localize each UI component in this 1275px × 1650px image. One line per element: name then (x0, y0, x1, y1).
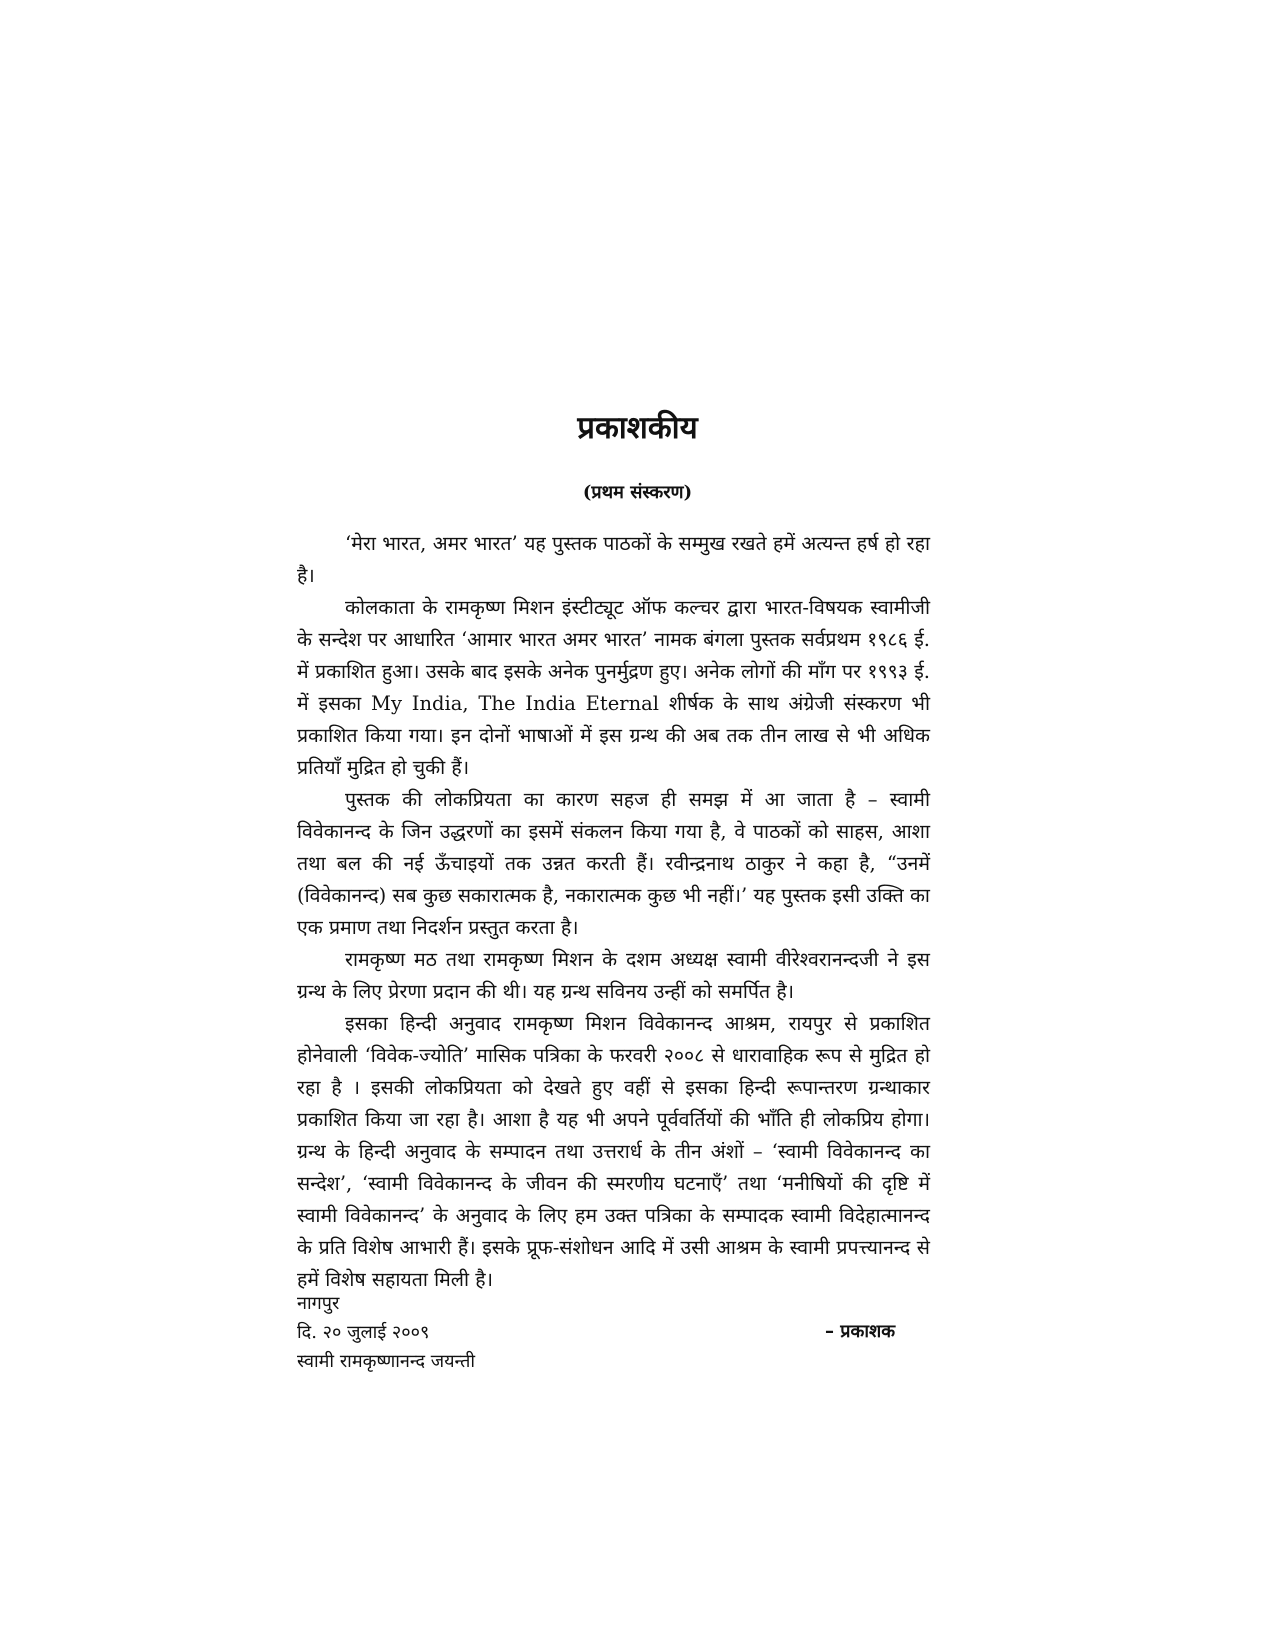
paragraph-4: रामकृष्ण मठ तथा रामकृष्ण मिशन के दशम अध्यक्ष स्वामी वीरेश्वरानन्दजी ने इस ग्रन्थ के लिए प्रेरणा प्रदान की थी। यह ग्रन्थ सविनय उन्हीं को समर्पित है। (297, 948, 930, 1003)
page-title: प्रकाशकीय (577, 410, 698, 446)
footer-place: नागपुर (297, 1293, 340, 1314)
footer-place-date (297, 1289, 475, 1376)
publisher-signature: – प्रकाशक (825, 1321, 896, 1342)
paragraph-2: कोलकाता के रामकृष्ण मिशन इंस्टीट्यूट ऑफ कल्चर द्वारा भारत-विषयक स्वामीजी के सन्देश पर आधारित ‘आमार भारत अमर भारत’ नामक बंगला पुस्तक सर्वप्रथम १९८६ ई. में प्रकाशित हुआ। उसके बाद इसके अनेक पुनर्मुद्रण हुए। अनेक लोगों की माँग पर १९९३ ई. में इसका My India, The India Eternal शीर्षक के साथ अंग्रेजी संस्करण भी प्रकाशित किया गया। इन दोनों भाषाओं में इस ग्रन्थ की अब तक तीन लाख से भी अधिक प्रतियाँ मुद्रित हो चुकी हैं। (297, 596, 930, 779)
edition-subtitle: (प्रथम संस्करण) (582, 482, 693, 503)
footer-occasion: स्वामी रामकृष्णानन्द जयन्ती (297, 1351, 475, 1372)
footer-date: दि. २० जुलाई २००९ (297, 1322, 430, 1343)
paragraph-3: पुस्तक की लोकप्रियता का कारण सहज ही समझ में आ जाता है – स्वामी विवेकानन्द के जिन उद्धरणों का इसमें संकलन किया गया है, वे पाठकों को साहस, आशा तथा बल की नई ऊँचाइयों तक उन्नत करती हैं। रवीन्द्रनाथ ठाकुर ने कहा है, “उनमें (विवेकानन्द) सब कुछ सकारात्मक है, नकारात्मक कुछ भी नहीं।’ यह पुस्तक इसी उक्ति का एक प्रमाण तथा निदर्शन प्रस्तुत करता है। (297, 788, 930, 939)
paragraph-5: इसका हिन्दी अनुवाद रामकृष्ण मिशन विवेकानन्द आश्रम, रायपुर से प्रकाशित होनेवाली ‘विवेक-ज्योति’ मासिक पत्रिका के फरवरी २००८ से धारावाहिक रूप से मुद्रित हो रहा है । इसकी लोकप्रियता को देखते हुए वहीं से इसका हिन्दी रूपान्तरण ग्रन्थाकार प्रकाशित किया जा रहा है। आशा है यह भी अपने पूर्ववर्तियों की भाँति ही लोकप्रिय होगा। ग्रन्थ के हिन्दी अनुवाद के सम्पादन तथा उत्तरार्ध के तीन अंशों – ‘स्वामी विवेकानन्द का सन्देश’, ‘स्वामी विवेकानन्द के जीवन की स्मरणीय घटनाएँ’ तथा ‘मनीषियों की दृष्टि में स्वामी विवेकानन्द’ के अनुवाद के लिए हम उक्त पत्रिका के सम्पादक स्वामी विदेहात्मानन्द के प्रति विशेष आभारी हैं। इसके प्रूफ-संशोधन आदि में उसी आश्रम के स्वामी प्रपत्त्यानन्द से हमें विशेष सहायता मिली है। (297, 1012, 930, 1291)
body-text (297, 528, 930, 1296)
paragraph-1: ‘मेरा भारत, अमर भारत’ यह पुस्तक पाठकों के सम्मुख रखते हमें अत्यन्त हर्ष हो रहा है। (297, 532, 930, 587)
